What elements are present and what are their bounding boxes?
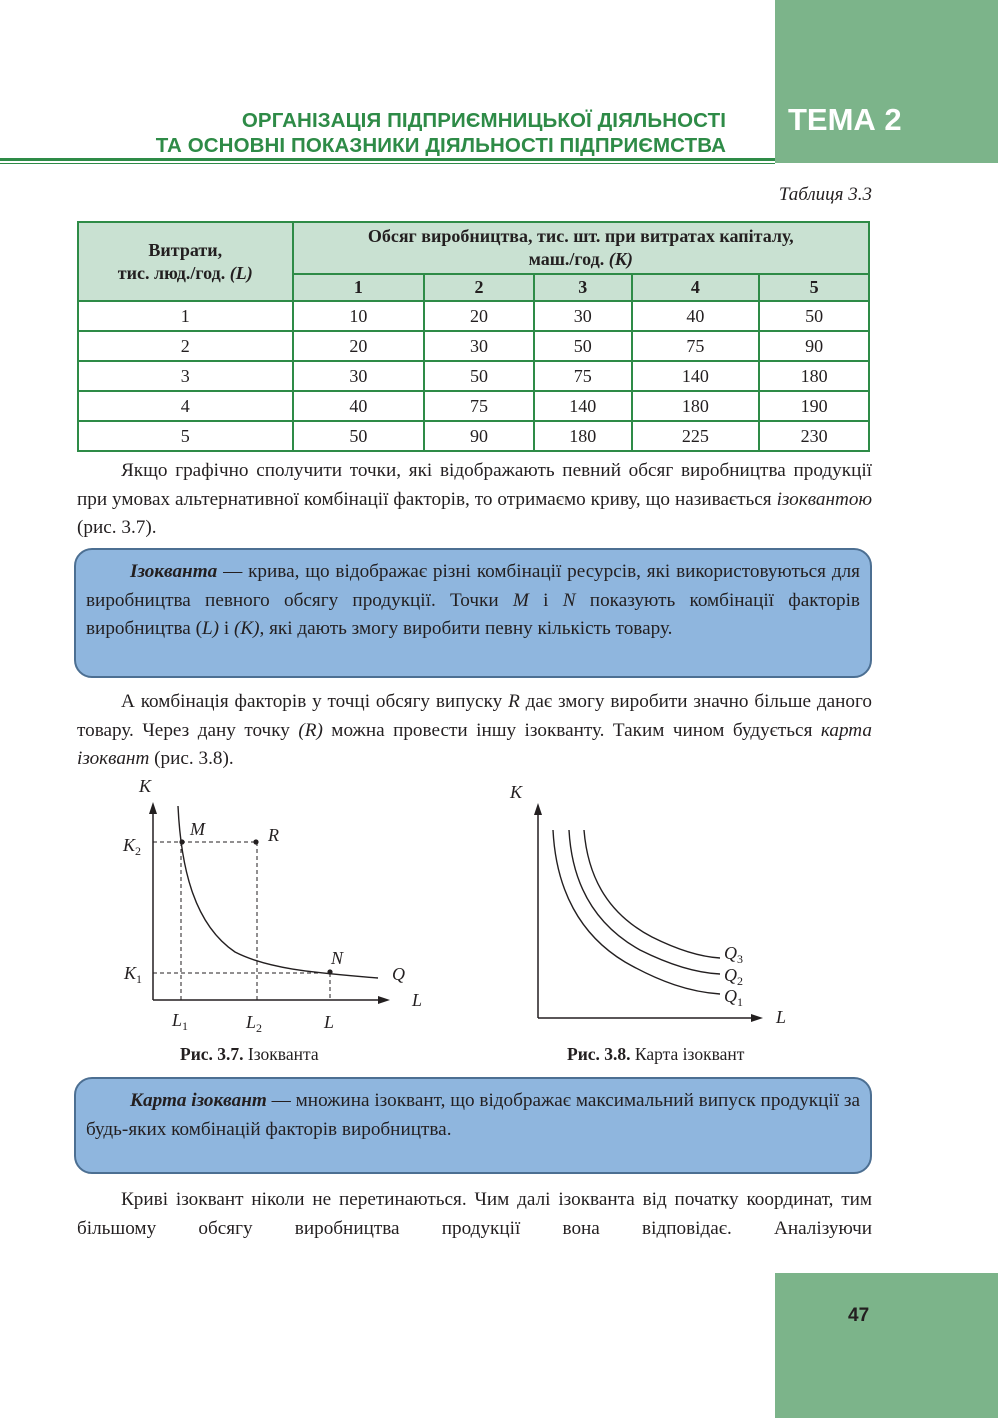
chapter-title	[60, 108, 726, 158]
caption-text: Ізокванта	[243, 1044, 319, 1064]
definition-var-m: М	[512, 589, 529, 611]
tick-k2: $K_2$	[123, 835, 142, 858]
isoquant-q3	[584, 830, 720, 958]
row-label: 2	[78, 331, 293, 361]
chapter-title-line2: ТА ОСНОВНІ ПОКАЗНИКИ ДІЯЛЬНОСТІ ПІДПРИЄМСТВА	[155, 134, 726, 157]
table-cell: 50	[759, 301, 869, 331]
col-header-line1: Обсяг виробництва, тис. шт. при витратах капіталу,	[367, 226, 794, 246]
table-cell: 140	[632, 361, 760, 391]
data-table	[77, 221, 870, 452]
row-label: 4	[78, 391, 293, 421]
definition-term: Карта ізоквант	[130, 1090, 267, 1111]
row-header-line2: тис. люд./год.	[117, 262, 226, 283]
table-cell: 30	[424, 331, 534, 361]
paragraph-text: можна провести іншу ізокванту. Таким чином будується	[322, 719, 821, 741]
table-cell: 225	[632, 421, 760, 451]
paragraph-var-r: (R)	[298, 719, 323, 741]
definition-isoquant	[74, 548, 872, 678]
table-cell: 40	[632, 301, 760, 331]
figure-isoquant-map	[500, 775, 810, 1040]
axis-label-k: K	[139, 776, 152, 796]
isoquant-q1	[553, 830, 720, 994]
figure-caption-3-8	[567, 1043, 744, 1065]
table-caption: Таблиця 3.3	[778, 184, 872, 205]
definition-var-n: N	[562, 589, 576, 611]
label-q1: $Q_1$	[724, 986, 743, 1009]
definition-text: , які дають змогу виробити певну кількість товару.	[259, 618, 673, 639]
paragraph-var-r: R	[508, 691, 520, 712]
topic-tab	[775, 0, 998, 163]
axis-label-l: L	[412, 990, 423, 1010]
point-n	[327, 969, 332, 974]
table-cell: 20	[424, 301, 534, 331]
definition-isoquant-map	[74, 1077, 872, 1174]
x-axis-arrow-icon	[378, 996, 390, 1004]
figure-caption-3-7	[180, 1043, 319, 1065]
row-label: 5	[78, 421, 293, 451]
table-row	[78, 331, 869, 361]
label-q3: $Q_3$	[724, 943, 743, 966]
column-header: 4	[632, 274, 760, 301]
col-header-line2: маш./год.	[528, 249, 605, 269]
label-point-m: M	[190, 819, 205, 839]
definition-var-l: L)	[201, 618, 220, 639]
axis-label-k: K	[510, 782, 523, 802]
table-row	[78, 421, 869, 451]
header-rule	[0, 158, 775, 161]
definition-text: і	[219, 618, 234, 639]
table-cell: 190	[759, 391, 869, 421]
table-cell: 40	[293, 391, 425, 421]
column-header: 2	[424, 274, 534, 301]
paragraph-text: А комбінація факторів у точці обсягу випуску	[121, 691, 509, 712]
paragraph-term: ізоквантою	[776, 488, 872, 510]
chapter-title-line1: ОРГАНІЗАЦІЯ ПІДПРИЄМНИЦЬКОЇ ДІЯЛЬНОСТІ	[241, 109, 726, 132]
table-cell: 180	[632, 391, 760, 421]
point-r	[253, 839, 258, 844]
definition-text: і	[528, 589, 563, 611]
table-cell: 30	[534, 301, 632, 331]
col-header-var: (К)	[608, 249, 633, 269]
table-cell: 50	[534, 331, 632, 361]
table-cell: 50	[424, 361, 534, 391]
caption-text: Карта ізоквант	[630, 1044, 745, 1064]
column-header: 5	[759, 274, 869, 301]
paragraph-tail: (рис. 3.8).	[149, 748, 234, 769]
table-row	[78, 391, 869, 421]
table-cell: 90	[424, 421, 534, 451]
table-cell: 75	[534, 361, 632, 391]
table-cell: 75	[632, 331, 760, 361]
paragraph-isoquant-properties: Криві ізоквант ніколи не перетинаються. Чим далі ізокванта від початку координат, тим більшому обсягу виробництва продукції вона відповідає. Аналізуючи	[77, 1189, 872, 1239]
page-number-tab	[775, 1273, 998, 1418]
table-cell: 50	[293, 421, 425, 451]
row-label: 1	[78, 301, 293, 331]
tick-l: L	[324, 1012, 335, 1032]
row-label: 3	[78, 361, 293, 391]
table-cell: 90	[759, 331, 869, 361]
paragraph-text: Якщо графічно сполучити точки, які відображають певний обсяг виробництва продукції при умовах альтернативної комбінації факторів, то отримаємо криву, що називається	[77, 460, 872, 510]
caption-number: Рис. 3.7.	[180, 1044, 244, 1064]
definition-text: — множина ізоквант, що відображає максимальний випуск продукції за будь-яких комбінацій факторів виробництва.	[86, 1090, 860, 1140]
tick-l2: $L_2$	[246, 1012, 263, 1035]
table-cell: 20	[293, 331, 425, 361]
paragraph-text: дає змогу виробити значно більше даного товару. Через дану точку	[77, 691, 872, 741]
table-row	[78, 361, 869, 391]
table-cell: 230	[759, 421, 869, 451]
x-axis-arrow-icon	[751, 1014, 763, 1022]
row-header-cell	[78, 222, 293, 301]
label-point-r: R	[268, 825, 279, 845]
paragraph-term: карта ізоквант	[77, 719, 872, 769]
table-row	[78, 301, 869, 331]
table-cell: 30	[293, 361, 425, 391]
row-header-line1: Витрати,	[148, 239, 223, 260]
paragraph-tail: (рис. 3.7).	[77, 517, 157, 538]
y-axis-arrow-icon	[534, 803, 542, 815]
definition-term: Ізокванта	[130, 561, 218, 582]
axis-label-l: L	[776, 1007, 787, 1027]
tick-k1: $K_1$	[124, 963, 143, 986]
y-axis-arrow-icon	[149, 802, 157, 814]
page-number: 47	[848, 1305, 870, 1326]
figure-isoquant	[110, 770, 440, 1040]
header-rule-thin	[0, 163, 775, 164]
caption-number: Рис. 3.8.	[567, 1044, 631, 1064]
row-header-var: (L)	[229, 262, 253, 283]
column-header: 3	[534, 274, 632, 301]
definition-text: — крива, що відображає різні комбінації ресурсів, які використовуються для виробництва певного обсягу продукції. Точки	[86, 561, 860, 611]
topic-label: ТЕМА 2	[788, 102, 902, 137]
table-cell: 180	[534, 421, 632, 451]
table-cell: 10	[293, 301, 425, 331]
table-cell: 75	[424, 391, 534, 421]
point-m	[179, 839, 184, 844]
label-curve-q: Q	[392, 964, 405, 984]
isoquant-q2	[569, 830, 720, 974]
table-cell: 140	[534, 391, 632, 421]
definition-var-k: (К)	[233, 618, 260, 639]
definition-text: показують комбінації факторів виробництва (	[86, 589, 860, 639]
paragraph-isoquant-intro	[77, 457, 872, 543]
tick-l1: $L_1$	[172, 1010, 189, 1033]
label-q2: $Q_2$	[724, 965, 743, 988]
table-cell: 180	[759, 361, 869, 391]
column-header: 1	[293, 274, 425, 301]
col-header-cell	[293, 222, 869, 274]
label-point-n: N	[331, 948, 344, 968]
paragraph-isoquant-map-intro	[77, 688, 872, 774]
